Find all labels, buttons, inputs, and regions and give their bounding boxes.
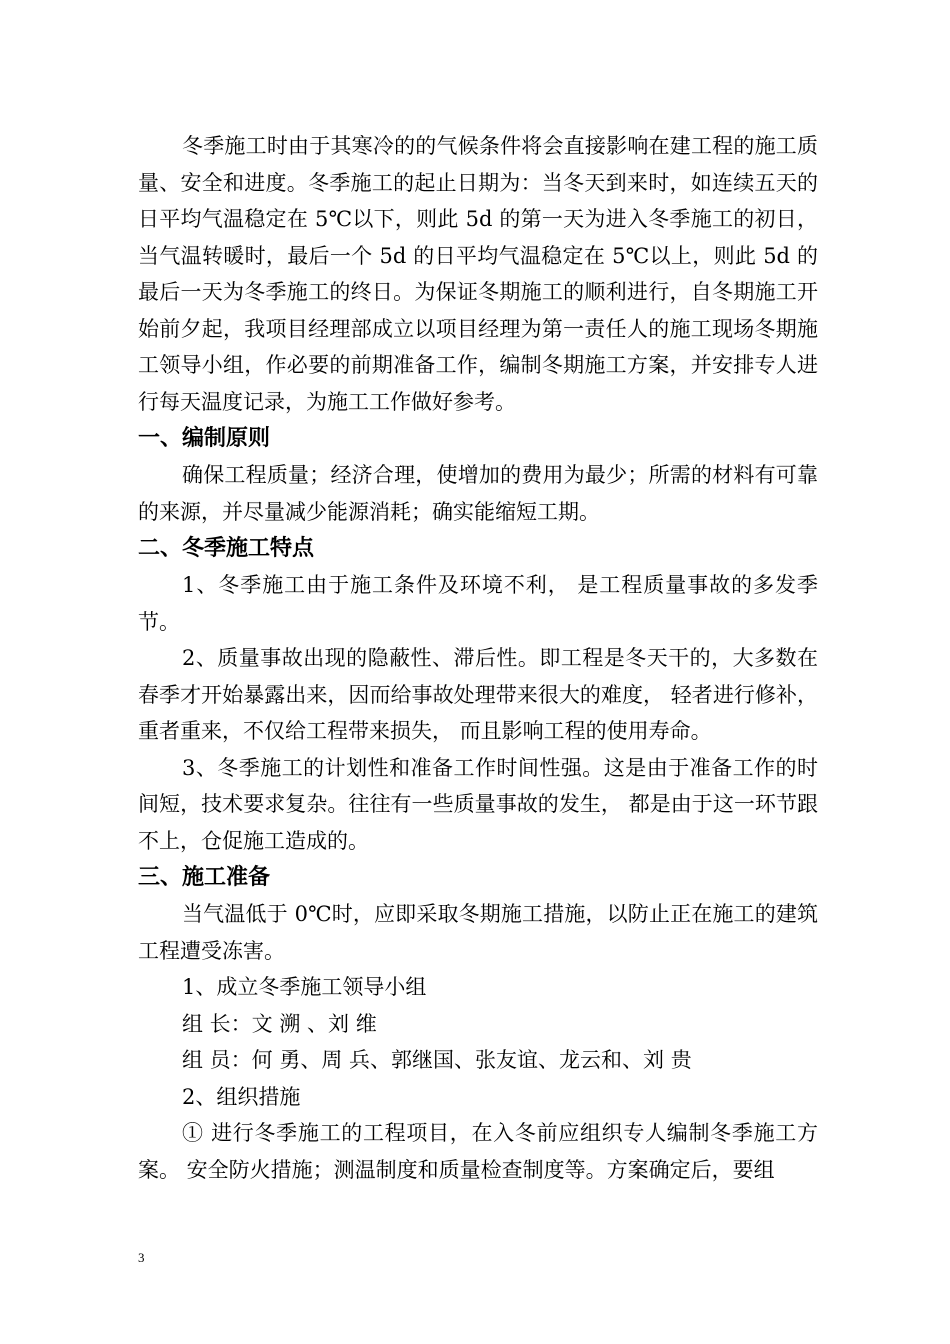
feature-paragraph-2: 2、质量事故出现的隐蔽性、滞后性。即工程是冬天干的，大多数在春季才开始暴露出来，因而给事故处理带来很大的难度， 轻者进行修补，重者重来，不仅给工程带来损失， 而且影响工程的使用寿命。 — [138, 646, 818, 743]
feature-paragraph-1: 1、冬季施工由于施工条件及环境不利， 是工程质量事故的多发季节。 — [138, 573, 818, 634]
principles-paragraph: 确保工程质量；经济合理，使增加的费用为最少；所需的材料有可靠的来源，并尽量减少能源消耗；确实能缩短工期。 — [138, 463, 818, 524]
intro-paragraph: 冬季施工时由于其寒冷的的气候条件将会直接影响在建工程的施工质量、安全和进度。冬季施工的起止日期为：当冬天到来时，如连续五天的日平均气温稳定在 5℃以下，则此 5d 的第一天为进入冬季施工的初日，当气温转暖时，最后一个 5d 的日平均气温稳定在 5℃以上，则此 5d 的最后一天为冬季施工的终日。为保证冬期施工的顺利进行，自冬期施工开始前夕起，我项目经理部成立以项目经理为第一责任人的施工现场冬期施工领导小组，作必要的前期准备工作，编制冬期施工方案，并安排专人进行每天温度记录，为施工工作做好参考。 — [138, 134, 818, 414]
preparation-item-2: 2、组织措施 — [182, 1084, 301, 1109]
page-number: 3 — [138, 1250, 145, 1265]
measure-paragraph-1: ① 进行冬季施工的工程项目，在入冬前应组织专人编制冬季施工方案。 安全防火措施；测温制度和质量检查制度等。方案确定后，要组 — [138, 1121, 818, 1182]
document-body — [138, 128, 818, 1188]
preparation-paragraph: 当气温低于 0℃时，应即采取冬期施工措施，以防止正在施工的建筑工程遭受冻害。 — [138, 902, 818, 963]
section-heading-principles: 一、编制原则 — [138, 426, 271, 451]
feature-paragraph-3: 3、冬季施工的计划性和准备工作时间性强。这是由于准备工作的时间短，技术要求复杂。往往有一些质量事故的发生， 都是由于这一环节跟不上，仓促施工造成的。 — [138, 755, 818, 853]
leader-line: 组 长：文 溯 、刘 维 — [182, 1011, 377, 1036]
members-line: 组 员：何 勇、周 兵、郭继国、张友谊、龙云和、刘 贵 — [182, 1048, 692, 1072]
section-heading-features: 二、冬季施工特点 — [138, 536, 315, 561]
section-heading-preparation: 三、施工准备 — [138, 865, 271, 890]
preparation-item-1: 1、成立冬季施工领导小组 — [182, 975, 427, 999]
